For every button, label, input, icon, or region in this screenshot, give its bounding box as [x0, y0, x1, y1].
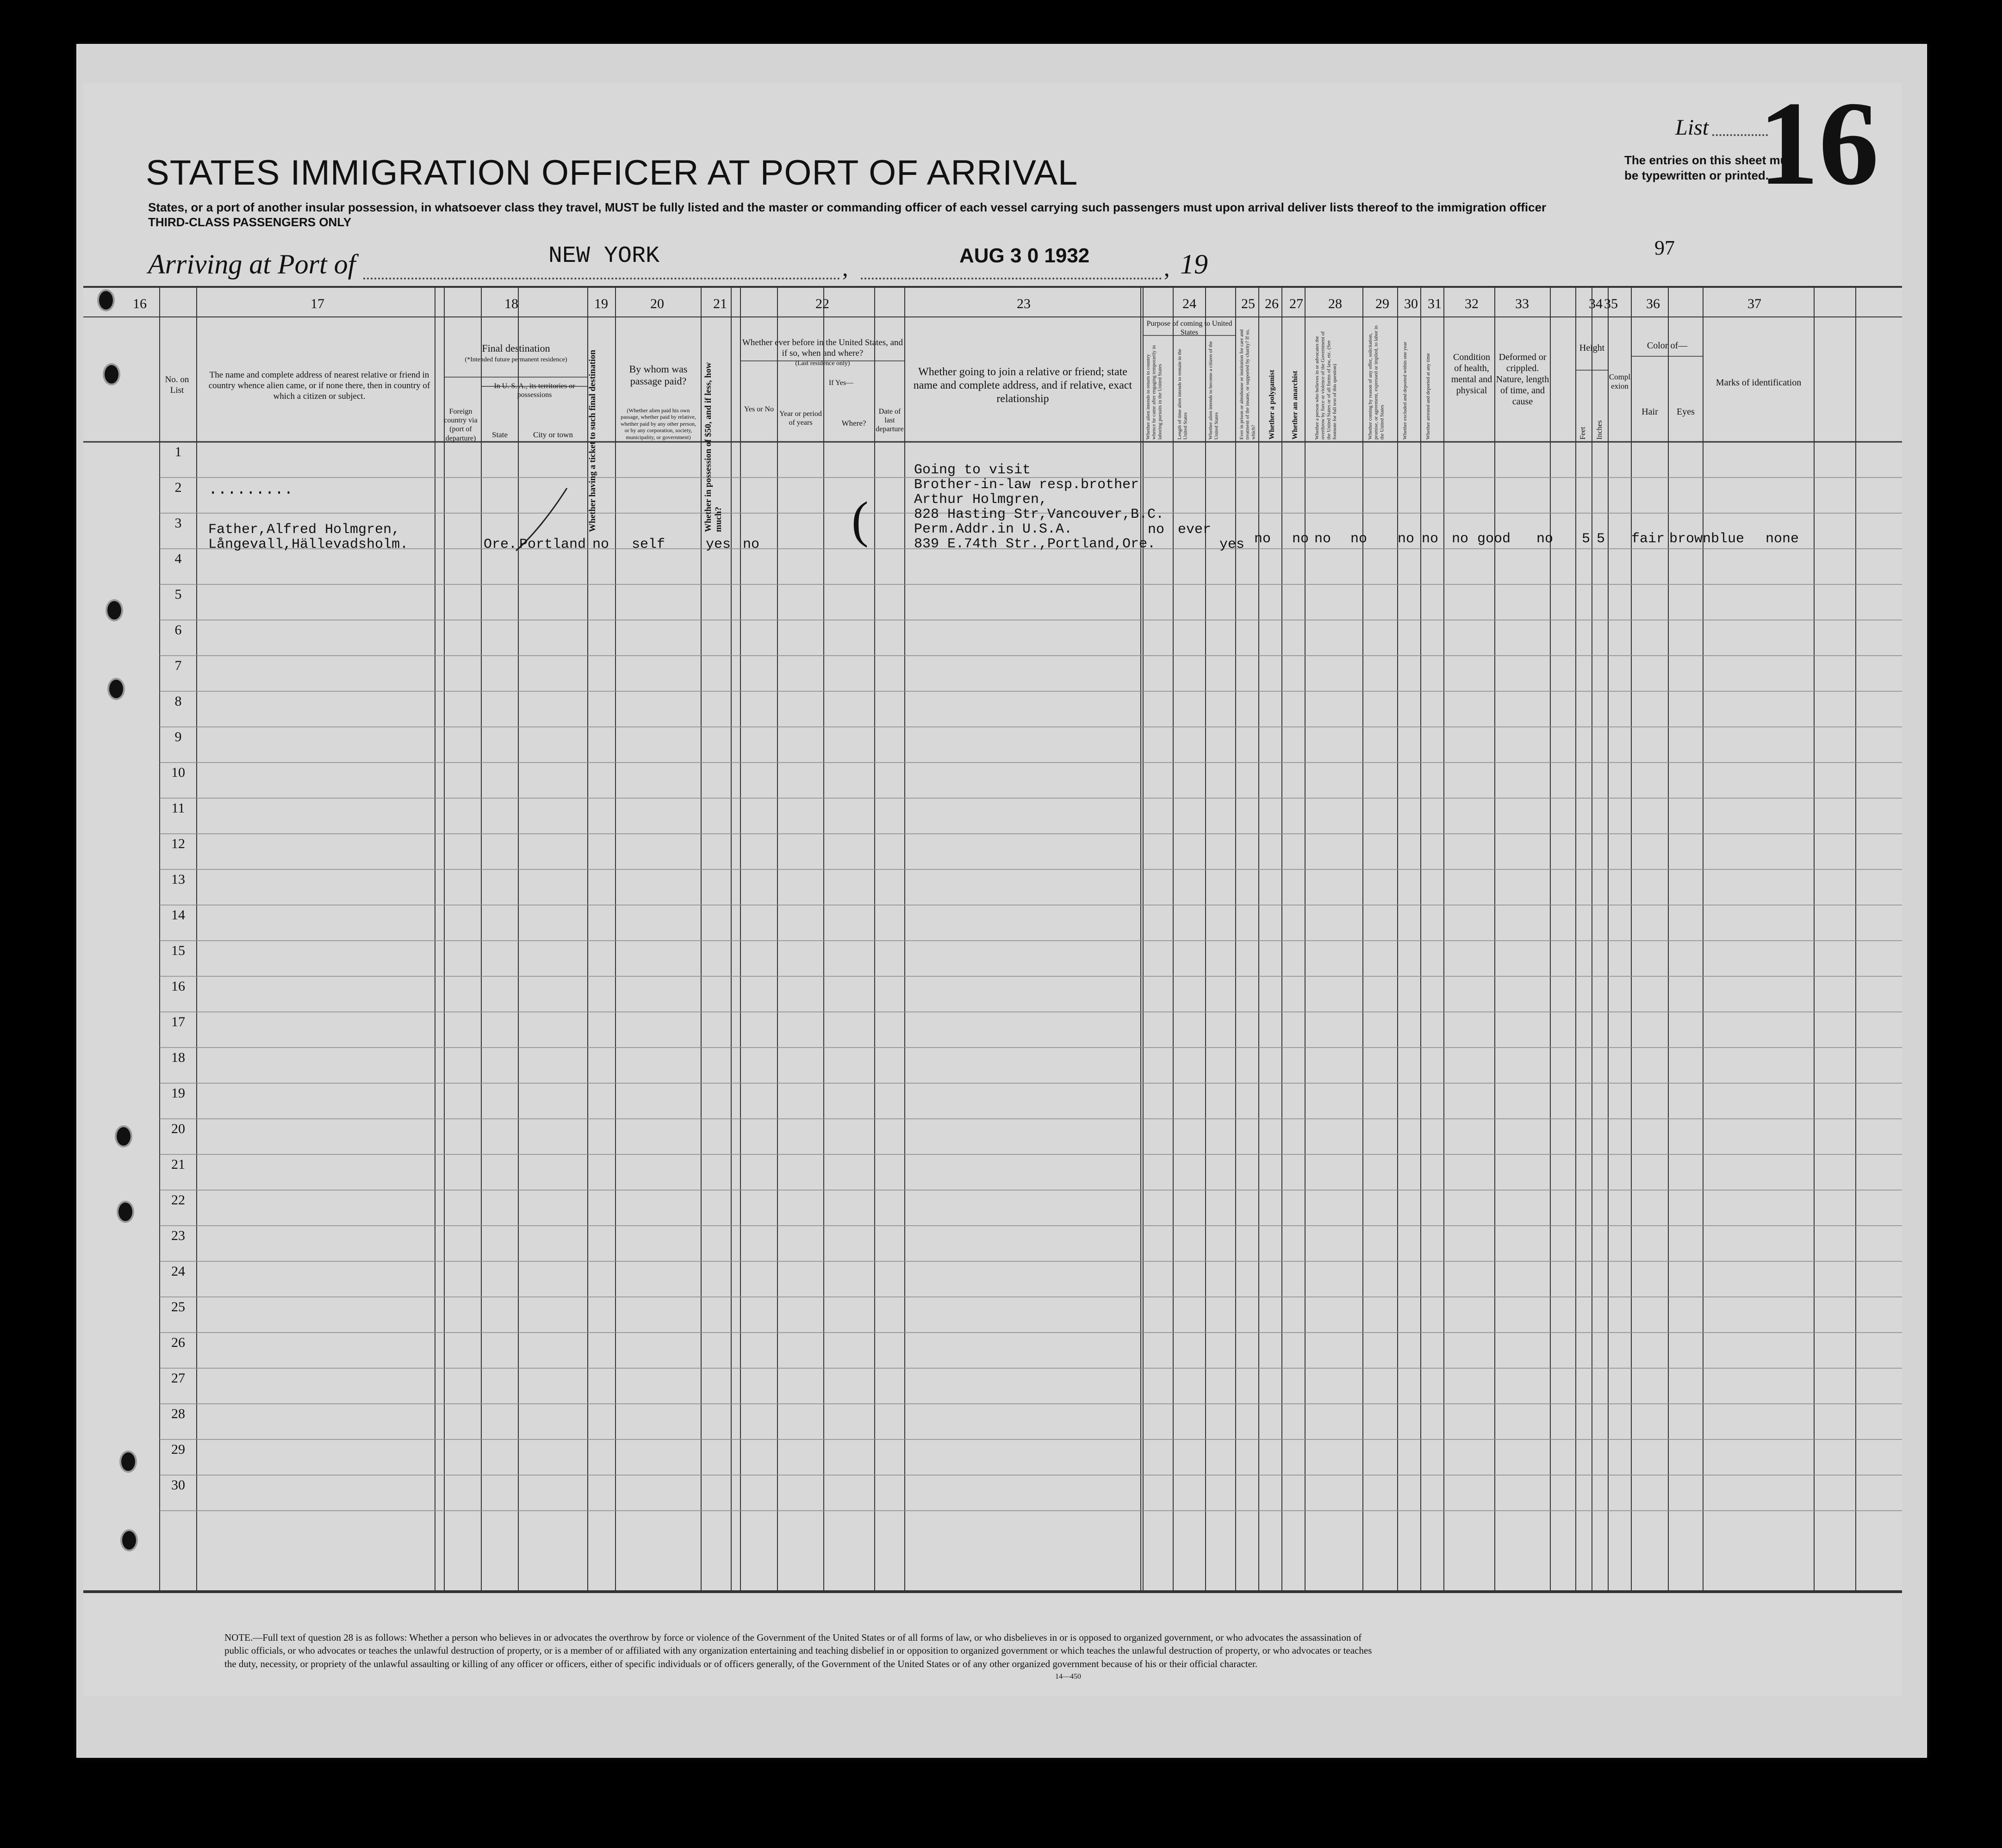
row-number: 17 — [171, 1014, 185, 1029]
row-number: 21 — [171, 1157, 185, 1172]
col-num-37: 37 — [1747, 296, 1761, 311]
footnote-question-28: NOTE.—Full text of question 28 is as follows: Whether a person who believes in or advocates the overthrow by force or violence of the Government of the United States or of all forms of law, or who disbelieves in or is opposed to organized government, or who advocates the assassination of public officials, or who advocates or teaches the unlawful destruction of property, or is a member of or affiliated with any organization entertaining and teaching disbelief in or opposition to organized government or which teaches the unlawful destruction of property, or who advocates or teaches the duty, necessity, or propriety of the unlawful assaulting or killing of any officer or officers, either of specific individuals or of officers generally, of the Government of the United States or of any other organized government because of his or their official character. — [224, 1632, 1372, 1669]
col-num-28: 28 — [1328, 296, 1342, 311]
marks-value: none — [1766, 531, 1799, 547]
row-number: 13 — [171, 872, 185, 887]
hdr-where: Where? — [841, 419, 866, 428]
comma-2: , — [1164, 255, 1170, 281]
height-inches-value: 5 — [1597, 531, 1605, 547]
form-instructions: States, or a port of another insular possession, in whatsoever class they travel, MUST be fully listed and the master or commanding officer of each vessel carrying such passengers must upon arrival deliver lists thereof to the immigration officer — [148, 200, 1547, 214]
hdr-year: Year or period of years — [779, 410, 822, 427]
punch-hole — [106, 599, 123, 621]
relative-line-2: Långevall,Hällevadsholm. — [208, 537, 409, 552]
punch-hole — [107, 678, 125, 700]
col-num-30: 30 — [1404, 296, 1418, 311]
row-number: 10 — [171, 765, 185, 780]
eyes-value: blue — [1711, 531, 1745, 547]
hdr-before-us-sub: (Last residence only) — [795, 360, 850, 367]
joining-line-4: 828 Hasting Str,Vancouver,B.C. — [914, 507, 1164, 522]
joining-line-3: Arthur Holmgren, — [914, 492, 1048, 508]
manifest-sheet — [83, 83, 1902, 1696]
hdr-joining-relative: Whether going to join a relative or friend; state name and complete address, and if relative, exact relationship — [913, 366, 1132, 405]
row-number: 1 — [174, 444, 182, 459]
hdr-inches: Inches — [1596, 420, 1604, 440]
health-value: good — [1477, 531, 1511, 547]
excluded-value: no — [1422, 531, 1439, 547]
height-feet-value: 5 — [1582, 531, 1591, 547]
passenger-class: THIRD-CLASS PASSENGERS ONLY — [148, 215, 352, 229]
ticket-value: no — [592, 537, 609, 552]
row-number: 23 — [171, 1228, 185, 1243]
col-num-34: 34 — [1589, 296, 1603, 311]
hdr-last-departure: Date of last departure — [876, 408, 904, 434]
hdr-before-us: Whether ever before in the United States, and if so, when and where? — [742, 338, 903, 358]
row-number: 3 — [174, 515, 182, 531]
row-number: 8 — [174, 694, 182, 709]
hdr-hair: Hair — [1641, 407, 1658, 417]
hdr-color-of: Color of— — [1647, 341, 1688, 351]
punch-hole — [115, 1125, 132, 1147]
hdr-marks-identification: Marks of identification — [1716, 378, 1802, 388]
punch-hole — [103, 363, 120, 385]
arrival-date-stamp: AUG 3 0 1932 — [959, 244, 1090, 267]
col-num-26: 26 — [1265, 296, 1279, 311]
comma-1: , — [842, 255, 848, 281]
hdr-prison-almshouse: Ever in prison or almshouse or institution for care and treatment of the insane, or supported by charity? If so, which? — [1239, 329, 1256, 440]
row-number: 15 — [171, 943, 185, 958]
length-of-stay-value: ever — [1178, 522, 1212, 538]
row1-dots: ......... — [208, 481, 293, 499]
hdr-deported: Whether arrested and deported at any time — [1425, 353, 1431, 440]
punch-hole — [120, 1529, 138, 1551]
hdr-final-destination: Final destination — [482, 342, 550, 354]
hdr-relative-address: The name and complete address of nearest relative or friend in country whence alien came, or if none there, then in country of which a citizen or subject. — [208, 370, 430, 401]
polygamist-value: no — [1292, 531, 1309, 547]
hdr-height: Height — [1579, 343, 1605, 353]
arriving-label: Arriving at Port of — [148, 249, 356, 279]
hdr-anarchist: Whether an anarchist — [1291, 371, 1299, 440]
hdr-question-28: Whether a person who believes in or advocates the overthrow by force or violence of the Government of the United States or of all forms of law, etc. (See footnote for full text of this question) — [1314, 331, 1337, 440]
paid-by-value: self — [632, 537, 665, 552]
hdr-deformed: Deformed or crippled. Nature, length of time, and cause — [1496, 352, 1549, 407]
hdr-length-of-stay: Length of time alien intends to remain in the United States — [1177, 348, 1188, 440]
hdr-complexion: Complexion — [1609, 372, 1631, 391]
prison-value: no — [1254, 531, 1271, 547]
page-number: 97 — [1654, 236, 1675, 259]
col-num-25: 25 — [1241, 296, 1255, 311]
hdr-ticket: Whether having a ticket to such final destination — [588, 350, 597, 532]
col-num-16: 16 — [133, 296, 147, 311]
typed-instruction-line-1: The entries on this sheet must — [1624, 153, 1798, 167]
complexion-value: fair — [1631, 531, 1665, 547]
hair-value: brown — [1669, 531, 1711, 547]
hdr-paid-by: By whom was passage paid? — [629, 363, 688, 387]
purpose-value: no — [1148, 522, 1165, 538]
hdr-polygamist: Whether a polygamist — [1268, 370, 1276, 440]
row-number: 9 — [174, 729, 182, 744]
relative-line-1: Father,Alfred Holmgren, — [208, 522, 400, 538]
hdr-excluded: Whether excluded and deported within one year — [1402, 341, 1408, 440]
row-number: 2 — [174, 480, 182, 495]
row-number: 7 — [174, 658, 182, 673]
row-number: 6 — [174, 622, 182, 638]
hdr-foreign-country: Foreign country via (port of departure) — [444, 408, 478, 442]
col-num-18: 18 — [504, 296, 518, 311]
row-number: 16 — [171, 979, 185, 994]
port-name: NEW YORK — [548, 243, 660, 269]
row-number: 28 — [171, 1406, 185, 1421]
hdr-no-on-list: No. on List — [165, 375, 189, 395]
anarchist-value: no — [1314, 531, 1331, 547]
col-num-31: 31 — [1428, 296, 1442, 311]
col-num-36: 36 — [1646, 296, 1660, 311]
destination-city: Portland — [519, 537, 586, 552]
row-number: 30 — [171, 1477, 185, 1493]
joining-relative-block — [914, 463, 1164, 552]
row-number: 26 — [171, 1335, 185, 1350]
punch-hole — [97, 289, 115, 311]
destination-state: Ore. — [484, 537, 517, 552]
hdr-feet: Feet — [1579, 427, 1587, 440]
deformed-value: no — [1536, 531, 1554, 547]
row-number: 12 — [171, 836, 185, 851]
col-num-17: 17 — [311, 296, 324, 311]
row-number: 22 — [171, 1192, 185, 1208]
typed-instruction-line-2: be typewritten or printed. — [1624, 168, 1769, 182]
col-num-29: 29 — [1375, 296, 1389, 311]
citizenship-value: yes — [1219, 537, 1245, 552]
punch-hole — [117, 1201, 134, 1223]
col-num-35: 35 — [1604, 296, 1618, 311]
hdr-city: City or town — [533, 430, 573, 439]
col-num-27: 27 — [1289, 296, 1303, 311]
row-number: 19 — [171, 1085, 185, 1101]
fifty-dollars-value: yes — [706, 537, 731, 552]
col-num-20: 20 — [650, 296, 664, 311]
list-label: List — [1675, 115, 1709, 140]
row-number: 29 — [171, 1442, 185, 1457]
hdr-yes-no: Yes or No — [744, 405, 774, 413]
row-number: 24 — [171, 1264, 185, 1279]
table-grid — [83, 83, 1902, 1696]
col-num-23: 23 — [1017, 296, 1031, 311]
hdr-if-yes: If Yes— — [828, 379, 854, 387]
hdr-intends-return: Whether alien intends to return to country whence he came after engaging temporarily in laboring pursuits in the United States — [1145, 345, 1163, 440]
col-num-22: 22 — [815, 296, 829, 311]
col-num-19: 19 — [594, 296, 608, 311]
hdr-eyes: Eyes — [1677, 407, 1695, 417]
hdr-state: State — [492, 430, 508, 439]
year-prefix: 19 — [1180, 249, 1208, 279]
handwritten-bracket: ( — [852, 491, 869, 548]
before-us-value: no — [743, 537, 760, 552]
col-num-33: 33 — [1515, 296, 1529, 311]
hdr-fifty-dollars: Whether in possession of $50, and if less, how much? — [703, 362, 723, 532]
row-number: 27 — [171, 1370, 185, 1386]
col-num-32: 32 — [1465, 296, 1479, 311]
question-28-value: no — [1350, 531, 1368, 547]
row-number: 18 — [171, 1050, 185, 1065]
joining-line-1: Going to visit — [914, 462, 1031, 478]
hdr-final-destination-sub: (*Intended future permanent residence) — [465, 356, 567, 363]
hdr-paid-by-note: (Whether alien paid his own passage, whether paid by relative, whether paid by any other person, or by any corporation, society, municipality, or government) — [620, 407, 696, 440]
row-number: 11 — [171, 800, 185, 816]
hdr-labor-offer: Whether coming by reason of any offer, solicitation, promise, or agreement, expressed or implied, to labor in the United States — [1368, 325, 1385, 440]
form-title: STATES IMMIGRATION OFFICER AT PORT OF ARRIVAL — [146, 153, 1078, 192]
list-number: 16 — [1759, 83, 1879, 210]
joining-line-5: Perm.Addr.in U.S.A. — [914, 521, 1073, 537]
hdr-purpose: Purpose of coming to United States — [1146, 320, 1232, 337]
hdr-health: Condition of health, mental and physical — [1451, 352, 1492, 396]
joining-line-2: Brother-in-law resp.brother — [914, 477, 1139, 493]
punch-hole — [119, 1451, 137, 1473]
deported-value: no — [1452, 531, 1469, 547]
col-num-21: 21 — [713, 296, 727, 311]
row-number: 20 — [171, 1121, 185, 1136]
joining-line-6: 839 E.74th Str.,Portland,Ore. — [914, 536, 1156, 552]
hdr-citizenship: Whether alien intends to become a citizen of the United States — [1208, 341, 1219, 440]
hdr-in-usa: In U. S. A., its territories or possessions — [494, 382, 575, 399]
form-code: 14—450 — [1055, 1673, 1081, 1681]
row-number: 14 — [171, 907, 185, 923]
row-number: 5 — [174, 587, 182, 602]
row-number: 4 — [174, 551, 182, 566]
labor-offer-value: no — [1398, 531, 1415, 547]
row-number: 25 — [171, 1299, 185, 1315]
col-num-24: 24 — [1182, 296, 1196, 311]
